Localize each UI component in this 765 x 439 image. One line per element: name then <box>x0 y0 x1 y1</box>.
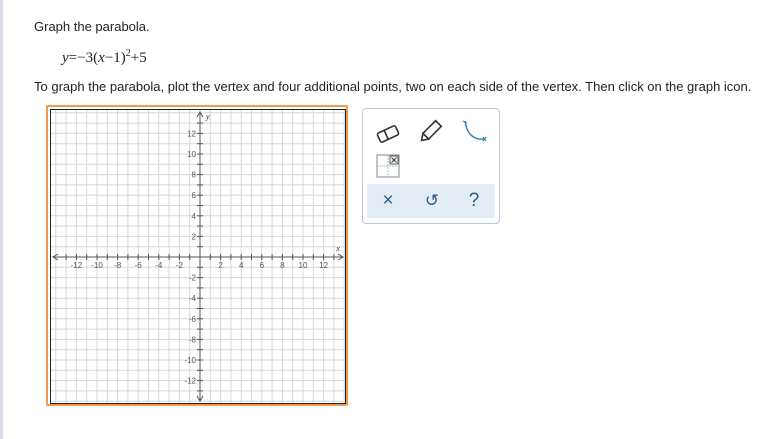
axis-tick-labels <box>71 112 341 386</box>
help-icon: ? <box>468 190 480 211</box>
graph-tool-button[interactable] <box>371 151 405 181</box>
parabola-equation <box>62 48 147 67</box>
y-tick-label: -8 <box>188 335 196 345</box>
equation-coefficient: =−3( <box>68 50 99 66</box>
x-tick-label: -12 <box>70 261 83 270</box>
x-tick-label: -2 <box>175 261 183 270</box>
x-tick-label: 12 <box>319 261 329 270</box>
y-tick-label: -6 <box>188 314 196 324</box>
y-tick-label: -10 <box>184 356 196 365</box>
close-icon: × <box>382 190 394 211</box>
x-tick-label: -6 <box>134 261 142 270</box>
parabola-tool-button[interactable] <box>457 117 491 147</box>
x-tick-label: 10 <box>298 261 308 270</box>
parabola-icon <box>459 117 489 147</box>
x-tick-label: 2 <box>218 261 223 270</box>
toolbox-footer <box>367 184 495 218</box>
clear-button[interactable] <box>371 186 405 216</box>
y-tick-label: 10 <box>187 150 196 159</box>
y-tick-label: 12 <box>187 129 196 139</box>
x-axis-label: x <box>336 244 340 253</box>
graph-focus-frame[interactable] <box>46 105 348 406</box>
coordinate-plane-svg[interactable] <box>51 110 345 403</box>
undo-icon: ↺ <box>424 191 440 210</box>
left-border <box>0 0 3 439</box>
x-tick-label: -10 <box>91 261 103 270</box>
graph-toolbox <box>362 108 500 224</box>
equation-x: x <box>98 50 105 66</box>
x-tick-label: -8 <box>114 261 122 270</box>
graph-icon <box>376 154 400 178</box>
undo-button[interactable] <box>415 186 449 216</box>
x-tick-label: 8 <box>280 261 285 270</box>
x-tick-label: -4 <box>155 261 163 270</box>
pencil-tool-button[interactable] <box>413 117 447 147</box>
eraser-icon <box>374 123 402 145</box>
y-tick-label: 2 <box>191 232 196 242</box>
equation-constant: +5 <box>130 50 147 66</box>
instructions: To graph the parabola, plot the vertex and four additional points, two on each side of the vertex. Then click on the graph icon. <box>34 79 752 94</box>
x-tick-label: 4 <box>238 261 244 270</box>
help-button[interactable] <box>457 186 491 216</box>
y-tick-label: -2 <box>188 273 196 283</box>
y-tick-label: 4 <box>191 211 196 221</box>
x-tick-label: 6 <box>259 261 265 270</box>
equation-shift: −1) <box>104 50 126 66</box>
eraser-tool-button[interactable] <box>371 119 405 149</box>
coordinate-plane[interactable] <box>50 109 346 404</box>
question-prompt: Graph the parabola. <box>34 19 150 34</box>
y-tick-label: 6 <box>191 191 196 201</box>
y-tick-label: 8 <box>191 170 196 180</box>
equation-exponent: 2 <box>125 48 131 59</box>
y-axis-label: y <box>206 112 210 121</box>
y-tick-label: -4 <box>188 294 196 304</box>
equation-y: y <box>62 50 69 66</box>
y-tick-label: -12 <box>184 376 196 386</box>
pencil-icon <box>417 119 443 145</box>
